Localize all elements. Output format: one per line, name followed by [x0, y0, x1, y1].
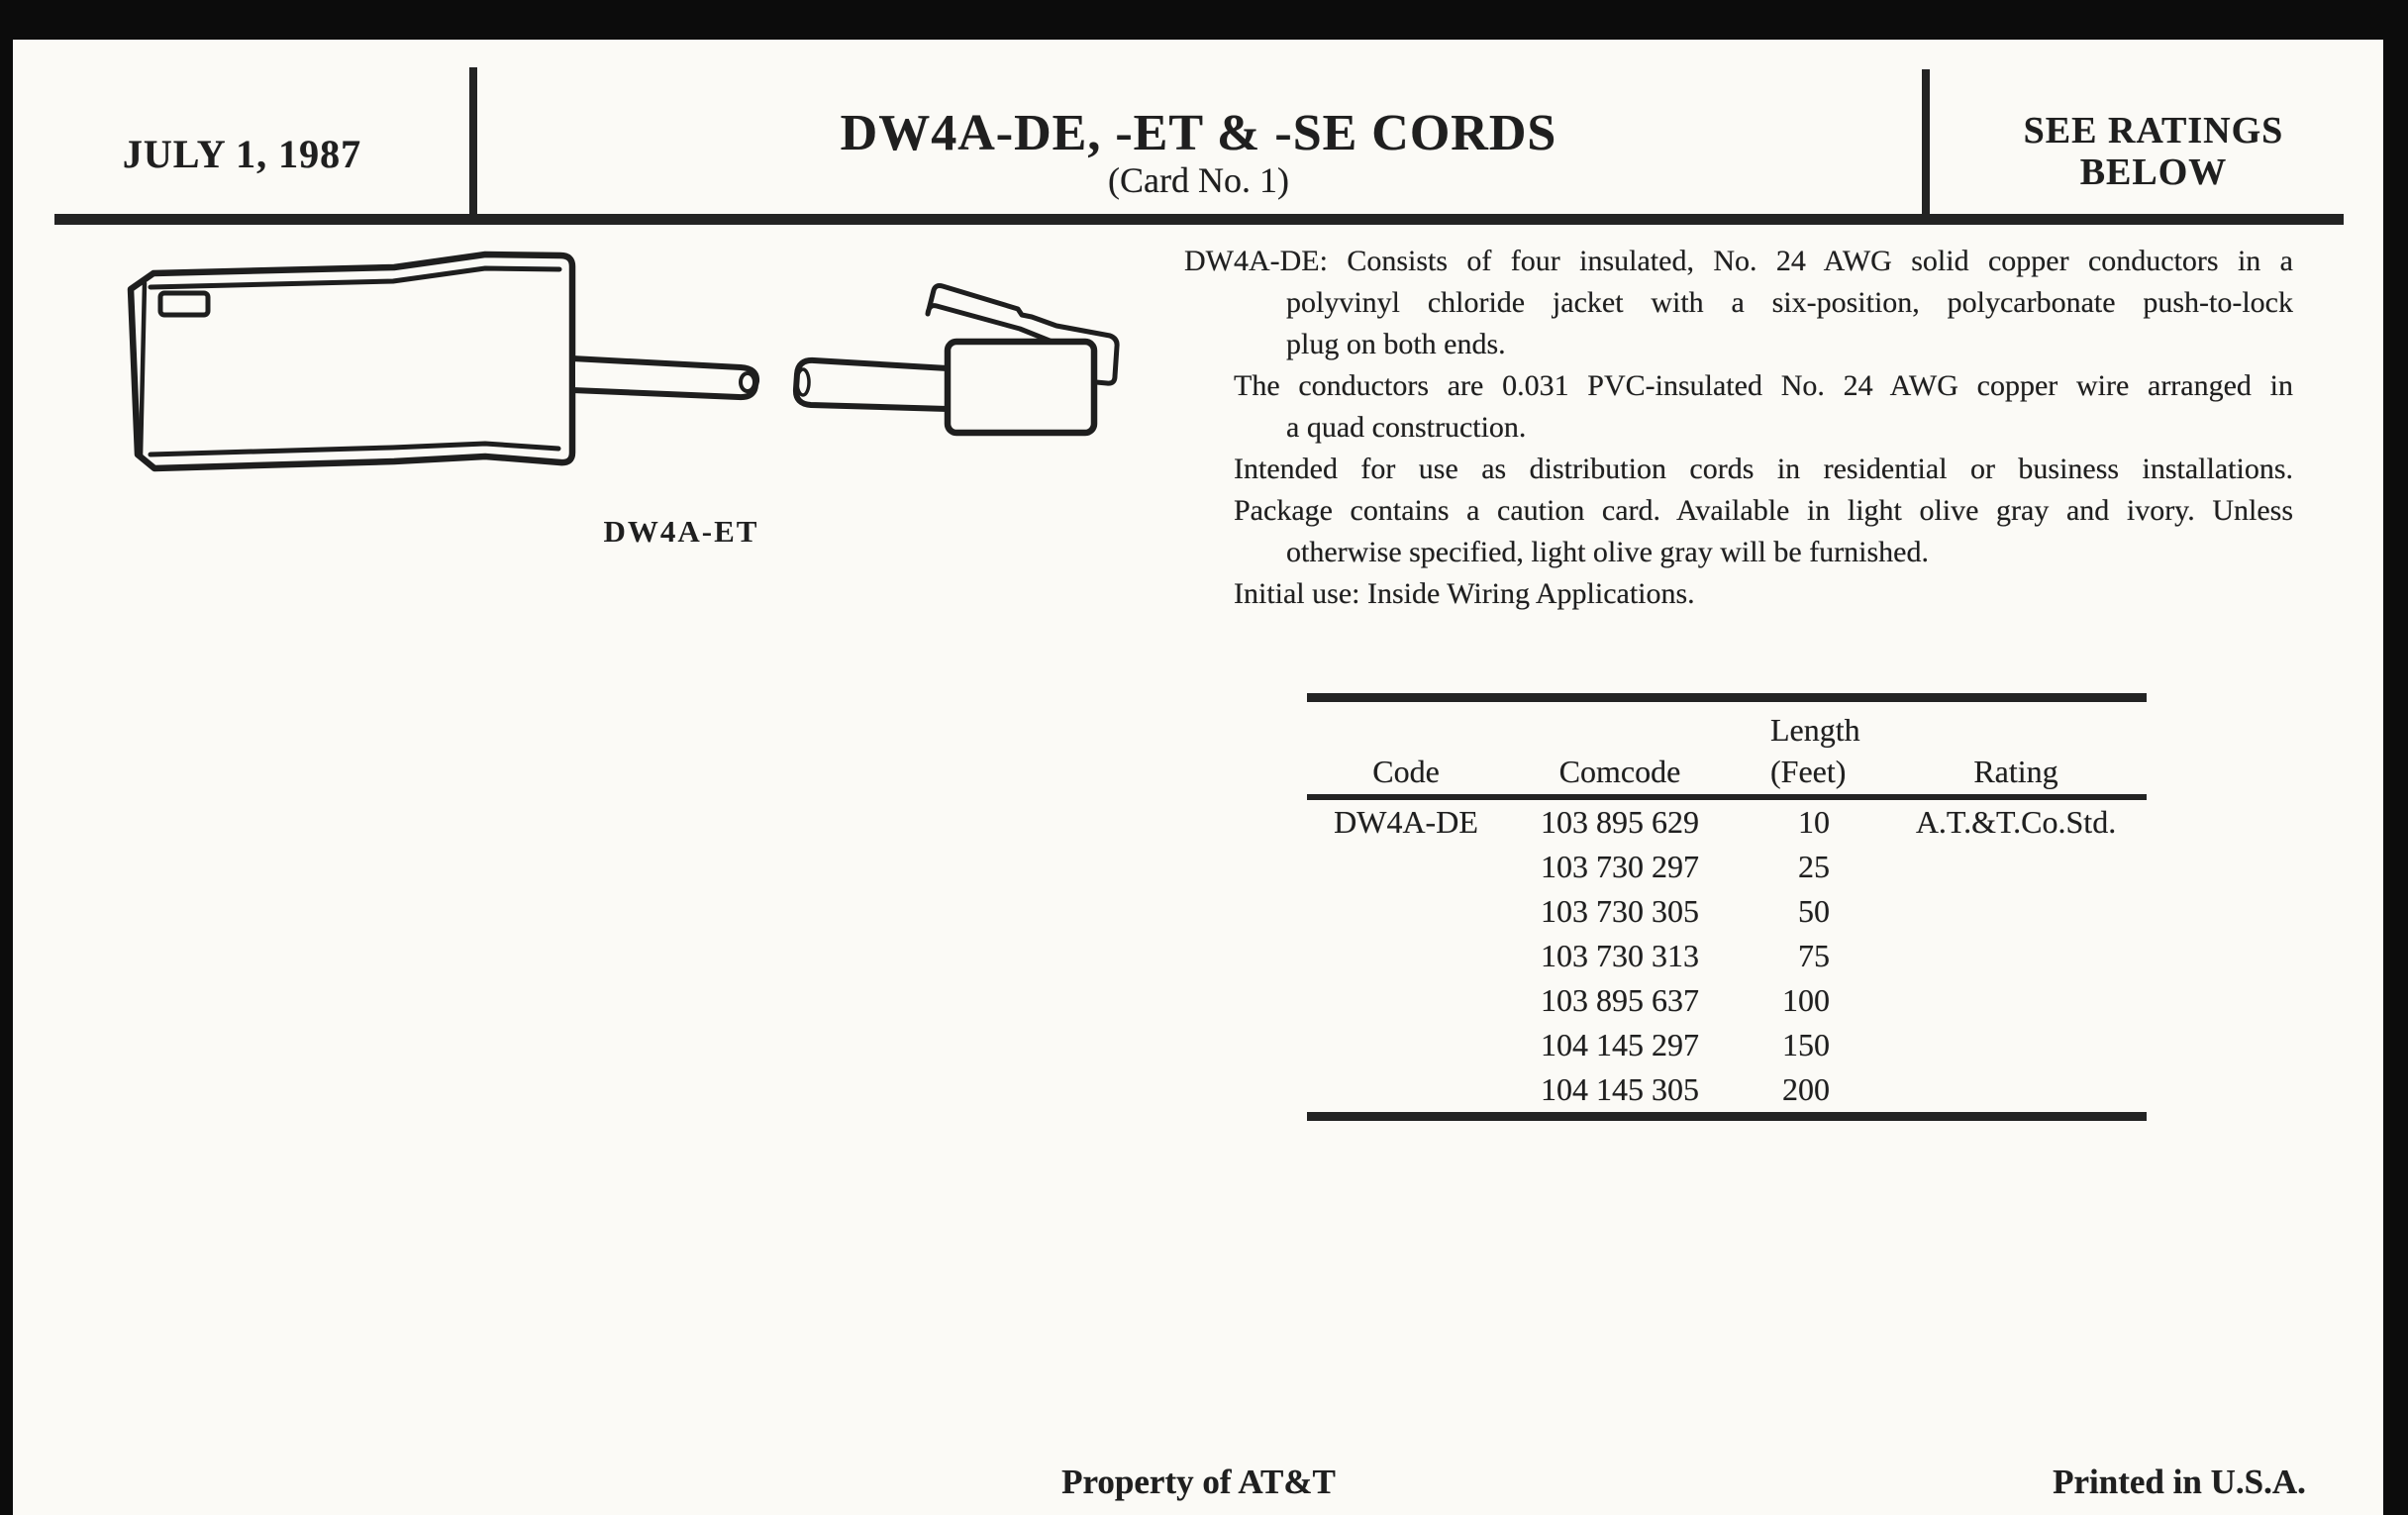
cell-comcode: 104 145 305 — [1541, 1071, 1699, 1107]
column-header-rating: Rating — [1973, 754, 2058, 789]
description-line: Intended for use as distribution cords in residential or business installations. — [1234, 453, 2293, 485]
description-line: a quad construction. — [1286, 411, 1527, 444]
cell-code — [1307, 978, 1505, 1023]
modular-plug-drawing — [772, 257, 1188, 475]
table-row — [1307, 1023, 2147, 1067]
table-row — [1307, 1067, 2147, 1112]
table-row — [1307, 889, 2147, 934]
cell-rating — [1838, 1067, 2147, 1112]
adapter-label-window — [160, 293, 208, 315]
adapter-cable — [572, 358, 756, 397]
cell-code — [1307, 1023, 1505, 1067]
plug-body — [948, 342, 1094, 433]
card-number: (Card No. 1) — [1108, 160, 1289, 200]
cell-feet: 50 — [1798, 893, 1830, 929]
ratings-note — [1924, 110, 2383, 193]
cell-feet: 75 — [1798, 938, 1830, 973]
table-row — [1307, 934, 2147, 978]
description-line: The conductors are 0.031 PVC-insulated No. 24 AWG copper wire arranged in — [1234, 369, 2293, 402]
ordering-table — [1307, 693, 2147, 1121]
cell-feet: 25 — [1798, 849, 1830, 884]
product-description — [1184, 241, 2293, 615]
description-line: Package contains a caution card. Available in light olive gray and ivory. Unless — [1234, 494, 2293, 527]
table-row — [1307, 978, 2147, 1023]
cell-comcode: 103 730 305 — [1541, 893, 1699, 929]
cell-rating — [1838, 934, 2147, 978]
cell-feet: 10 — [1798, 804, 1830, 840]
table-header-row-1 — [1307, 702, 2147, 752]
cell-code — [1307, 845, 1505, 889]
cell-comcode: 103 730 297 — [1541, 849, 1699, 884]
cell-rating — [1838, 845, 2147, 889]
cell-rating — [1838, 978, 2147, 1023]
cell-comcode: 103 895 629 — [1541, 804, 1699, 840]
table-row — [1307, 845, 2147, 889]
cell-code — [1307, 1067, 1505, 1112]
table-row — [1307, 800, 2147, 845]
cell-comcode: 103 895 637 — [1541, 982, 1699, 1018]
cell-feet: 100 — [1782, 982, 1830, 1018]
description-line: DW4A-DE: Consists of four insulated, No. 24 AWG solid copper conductors in a — [1184, 245, 2293, 277]
cell-feet: 150 — [1782, 1027, 1830, 1062]
table-header-row-2 — [1307, 752, 2147, 794]
description-line: plug on both ends. — [1286, 328, 1506, 360]
footer-printed-note: Printed in U.S.A. — [2053, 1463, 2306, 1501]
plug-cable — [796, 360, 948, 409]
footer-property-note: Property of AT&T — [1061, 1463, 1336, 1501]
cell-comcode: 104 145 297 — [1541, 1027, 1699, 1062]
cell-code — [1307, 889, 1505, 934]
figure-label: DW4A-ET — [603, 514, 759, 545]
description-line: otherwise specified, light olive gray will be furnished. — [1286, 536, 1929, 568]
cell-feet: 200 — [1782, 1071, 1830, 1107]
dw4a-et-adapter-drawing — [99, 248, 792, 545]
table-top-rule — [1307, 693, 2147, 702]
cell-rating — [1838, 1023, 2147, 1067]
column-header-feet: (Feet) — [1770, 754, 1847, 789]
cell-code — [1307, 934, 1505, 978]
description-line: polyvinyl chloride jacket with a six-position, polycarbonate push-to-lock — [1286, 286, 2293, 319]
header-rule — [54, 214, 2344, 225]
column-header-length: Length — [1770, 712, 1860, 748]
page-title: DW4A-DE, -ET & -SE CORDS — [840, 105, 1557, 161]
cell-comcode: 103 730 313 — [1541, 938, 1699, 973]
description-line: Initial use: Inside Wiring Applications. — [1234, 577, 1695, 610]
column-header-code: Code — [1372, 754, 1440, 789]
ratings-note-line1: SEE RATINGS — [2023, 110, 2284, 152]
cell-rating: A.T.&T.Co.Std. — [1915, 804, 2117, 840]
issue-date: JULY 1, 1987 — [122, 132, 362, 176]
cell-rating — [1838, 889, 2147, 934]
ratings-note-line2: BELOW — [2079, 152, 2228, 193]
column-header-comcode: Comcode — [1558, 754, 1681, 789]
table-bottom-rule — [1307, 1112, 2147, 1121]
cell-code: DW4A-DE — [1334, 804, 1478, 840]
